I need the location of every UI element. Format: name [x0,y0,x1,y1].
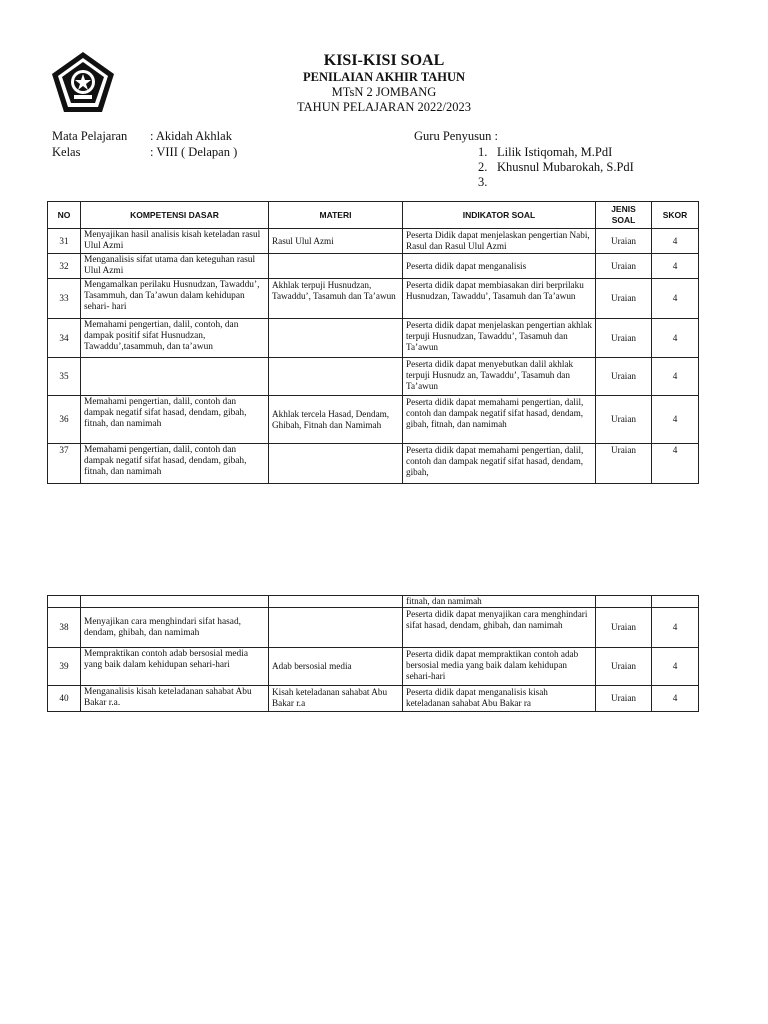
row-kompetensi [81,358,269,396]
row-no: 34 [48,319,81,358]
row-indikator: Peserta didik dapat memahami pengertian, dalil, contoh dan dampak negatif sifat hasad, dendam, gibah, fitnah, dan namimah [403,396,596,444]
row-indikator: Peserta didik dapat menganalisis [403,254,596,279]
row-skor: 4 [652,358,699,396]
row-materi: Akhlak terpuji Husnudzan, Tawaddu’, Tasamuh dan Ta’awun [269,279,403,319]
row-kompetensi: Menyajikan cara menghindari sifat hasad, dendam, ghibah, dan namimah [81,608,269,648]
row-no: 38 [48,608,81,648]
row-jenis: Uraian [596,396,652,444]
row-skor: 4 [652,279,699,319]
row-skor: 4 [652,319,699,358]
row-indikator: Peserta didik dapat membiasakan diri berprilaku Husnudzan, Tawaddu’, Tasamuh dan Ta’awun [403,279,596,319]
row-no: 39 [48,648,81,686]
table-row [48,444,699,484]
row-skor: 4 [652,229,699,254]
row-indikator: Peserta didik dapat menyajikan cara menghindari sifat hasad, dendam, ghibah, dan namimah [403,608,596,648]
row-kompetensi: Menganalisis sifat utama dan keteguhan rasul Ulul Azmi [81,254,269,279]
row-skor: 4 [652,444,699,484]
subject-label: Mata Pelajaran [52,129,128,143]
document-subtitle: PENILAIAN AKHIR TAHUN [302,70,466,84]
row-jenis: Uraian [596,358,652,396]
row-jenis: Uraian [596,229,652,254]
academic-year: TAHUN PELAJARAN 2022/2023 [297,100,471,114]
header-kompetensi-dasar: KOMPETENSI DASAR [81,202,269,229]
teacher-2: Khusnul Mubarokah, S.PdI [497,160,634,174]
row-no: 40 [48,686,81,712]
header-skor: SKOR [652,202,699,229]
teacher-number-1: 1. [478,145,488,159]
kisi-kisi-table [47,201,699,484]
row-no: 36 [48,396,81,444]
teacher-1: Lilik Istiqomah, M.PdI [497,145,613,159]
row-indikator: Peserta didik dapat menjelaskan pengertian akhlak terpuji Husnudzan, Tawaddu’, Tasamuh dan Ta’awun [403,319,596,358]
row-skor: 4 [652,686,699,712]
row-indikator: fitnah, dan namimah [403,596,596,608]
header-no: NO [48,202,81,229]
row-kompetensi: Menyajikan hasil analisis kisah keteladan rasul Ulul Azmi [81,229,269,254]
row-kompetensi: Memahami pengertian, dalil, contoh dan dampak negatif sifat hasad, dendam, gibah, fitnah, dan namimah [81,444,269,484]
row-indikator: Peserta didik dapat memahami pengertian, dalil, contoh dan dampak negatif sifat hasad, dendam, gibah, [403,444,596,484]
table-row [48,396,699,444]
row-no: 31 [48,229,81,254]
row-jenis: Uraian [596,686,652,712]
row-indikator: Peserta didik dapat menyebutkan dalil akhlak terpuji Husnudz an, Tawaddu’, Tasamuh dan Ta’awun [403,358,596,396]
row-no: 37 [48,444,81,484]
row-no: 33 [48,279,81,319]
header-jenis-soal: JENIS SOAL [596,202,652,229]
teacher-label: Guru Penyusun : [414,129,499,143]
row-jenis [596,596,652,608]
row-materi: Rasul Ulul Azmi [269,229,403,254]
row-skor: 4 [652,648,699,686]
class-label: Kelas [52,145,81,159]
row-materi [269,444,403,484]
row-materi [269,608,403,648]
document-title: KISI-KISI SOAL [323,52,445,69]
row-jenis: Uraian [596,444,652,484]
table-row [48,229,699,254]
subject-value: : Akidah Akhlak [150,129,232,143]
table-row [48,254,699,279]
row-kompetensi: Mempraktikan contoh adab bersosial media yang baik dalam kehidupan sehari-hari [81,648,269,686]
row-no: 32 [48,254,81,279]
row-indikator: Peserta Didik dapat menjelaskan pengertian Nabi, Rasul dan Rasul Ulul Azmi [403,229,596,254]
row-materi: Adab bersosial media [269,648,403,686]
class-value: : VIII ( Delapan ) [150,145,238,159]
row-skor: 4 [652,254,699,279]
table-row [48,648,699,686]
table-header-row [48,202,699,229]
row-materi: Akhlak tercela Hasad, Dendam, Ghibah, Fitnah dan Namimah [269,396,403,444]
header-materi: MATERI [269,202,403,229]
row-kompetensi: Menganalisis kisah keteladanan sahabat Abu Bakar r.a. [81,686,269,712]
row-kompetensi: Mengamalkan perilaku Husnudzan, Tawaddu’, Tasammuh, dan Ta’awun dalam kehidupan sehari- hari [81,279,269,319]
row-kompetensi [81,596,269,608]
row-skor: 4 [652,396,699,444]
row-kompetensi: Memahami pengertian, dalil, contoh dan dampak negatif sifat hasad, dendam, gibah, fitnah, dan namimah [81,396,269,444]
table-row [48,279,699,319]
school-name: MTsN 2 JOMBANG [331,85,437,99]
table-row [48,686,699,712]
row-indikator: Peserta didik dapat menganalisis kisah keteladanan sahabat Abu Bakar ra [403,686,596,712]
table-row [48,608,699,648]
row-jenis: Uraian [596,279,652,319]
row-materi [269,358,403,396]
row-materi [269,254,403,279]
row-materi [269,596,403,608]
row-kompetensi: Memahami pengertian, dalil, contoh, dan dampak positif sifat Husnudzan, Tawaddu’,tasammuh, dan ta’awun [81,319,269,358]
teacher-number-2: 2. [478,160,488,174]
row-materi [269,319,403,358]
row-indikator: Peserta didik dapat mempraktikan contoh adab bersosial media yang baik dalam kehidupan sehari-hari [403,648,596,686]
row-skor [652,596,699,608]
row-jenis: Uraian [596,648,652,686]
table-row [48,596,699,608]
row-jenis: Uraian [596,254,652,279]
row-skor: 4 [652,608,699,648]
table-row [48,319,699,358]
row-no: 35 [48,358,81,396]
row-no [48,596,81,608]
row-materi: Kisah keteladanan sahabat Abu Bakar r.a [269,686,403,712]
row-jenis: Uraian [596,319,652,358]
kisi-kisi-table-continued [47,595,699,712]
header-indikator-soal: INDIKATOR SOAL [403,202,596,229]
table-row [48,358,699,396]
teacher-number-3: 3. [478,175,488,189]
row-jenis: Uraian [596,608,652,648]
